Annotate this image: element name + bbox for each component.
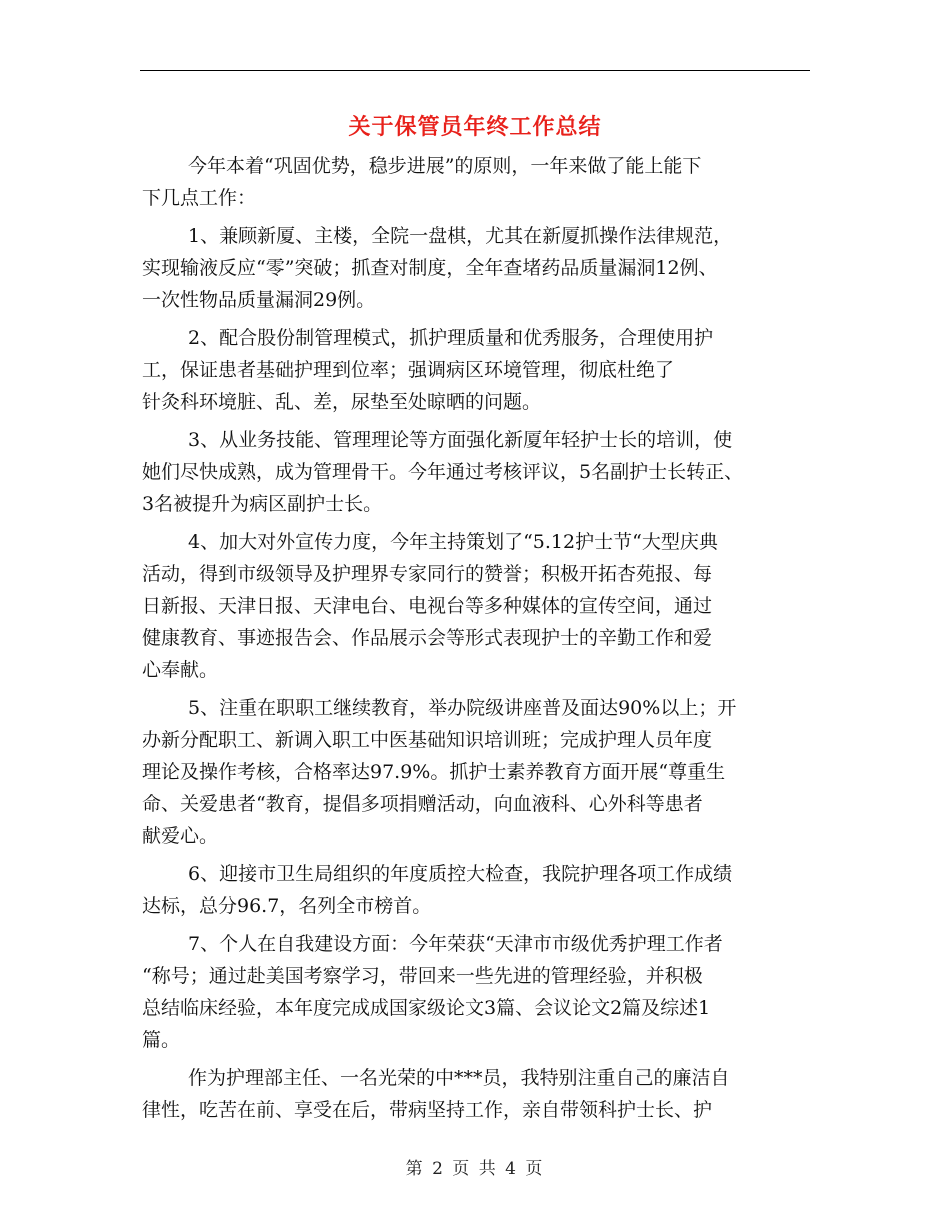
- text-line: 达标，总分96.7，名列全市榜首。: [142, 895, 432, 917]
- text-line: 献爱心。: [142, 825, 219, 847]
- text-line: 今年本着“巩固优势，稳步进展”的原则，一年来做了能上能下: [188, 155, 702, 177]
- text-line: 总结临床经验，本年度完成成国家级论文3篇、会议论文2篇及综述1: [142, 997, 711, 1019]
- text-line: 3名被提升为病区副护士长。: [142, 493, 383, 515]
- document-title: 关于保管员年终工作总结: [348, 115, 602, 140]
- document-body: [142, 150, 808, 1126]
- text-line: 工，保证患者基础护理到位率；强调病区环境管理，彻底杜绝了: [142, 359, 675, 381]
- header-rule: [140, 70, 810, 71]
- text-line: 日新报、天津日报、天津电台、电视台等多种媒体的宣传空间，通过: [142, 595, 713, 617]
- text-line: 作为护理部主任、一名光荣的中***员，我特别注重自己的廉洁自: [188, 1067, 730, 1089]
- text-line: 7、个人在自我建设方面：今年荣获“天津市市级优秀护理工作者: [188, 933, 723, 955]
- text-line: 6、迎接市卫生局组织的年度质控大检查，我院护理各项工作成绩: [188, 863, 733, 885]
- text-line: 律性，吃苦在前、享受在后，带病坚持工作，亲自带领科护士长、护: [142, 1099, 713, 1121]
- text-line: 5、注重在职职工继续教育，举办院级讲座普及面达90%以上；开: [188, 697, 737, 719]
- text-line: 下几点工作：: [142, 187, 257, 209]
- text-line: 健康教育、事迹报告会、作品展示会等形式表现护士的辛勤工作和爱: [142, 627, 713, 649]
- text-line: 实现输液反应“零”突破；抓查对制度，全年查堵药品质量漏洞12例、: [142, 257, 718, 279]
- text-line: “称号；通过赴美国考察学习，带回来一些先进的管理经验，并积极: [142, 965, 703, 987]
- text-line: 篇。: [142, 1029, 181, 1051]
- text-line: 2、配合股份制管理模式，抓护理质量和优秀服务，合理使用护: [188, 327, 714, 349]
- text-line: 一次性物品质量漏洞29例。: [142, 289, 376, 311]
- text-line: 1、兼顾新厦、主楼，全院一盘棋，尤其在新厦抓操作法律规范，: [188, 225, 733, 247]
- text-line: 4、加大对外宣传力度，今年主持策划了“5.12护士节“大型庆典: [188, 531, 718, 553]
- text-line: 她们尽快成熟，成为管理骨干。今年通过考核评议，5名副护士长转正、: [142, 461, 744, 483]
- text-line: 针灸科环境脏、乱、差，尿垫至处晾晒的问题。: [142, 391, 542, 413]
- text-line: 理论及操作考核，合格率达97.9%。抓护士素养教育方面开展“尊重生: [142, 761, 726, 783]
- text-line: 3、从业务技能、管理理论等方面强化新厦年轻护士长的培训，使: [188, 429, 733, 451]
- page-number-footer: 第 2 页 共 4 页: [405, 1159, 545, 1179]
- text-line: 心奉献。: [142, 659, 219, 681]
- text-line: 活动，得到市级领导及护理界专家同行的赞誉；积极开拓杏苑报、每: [142, 563, 713, 585]
- text-line: 办新分配职工、新调入职工中医基础知识培训班；完成护理人员年度: [142, 729, 713, 751]
- text-line: 命、关爱患者“教育，提倡多项捐赠活动，向血液科、心外科等患者: [142, 793, 703, 815]
